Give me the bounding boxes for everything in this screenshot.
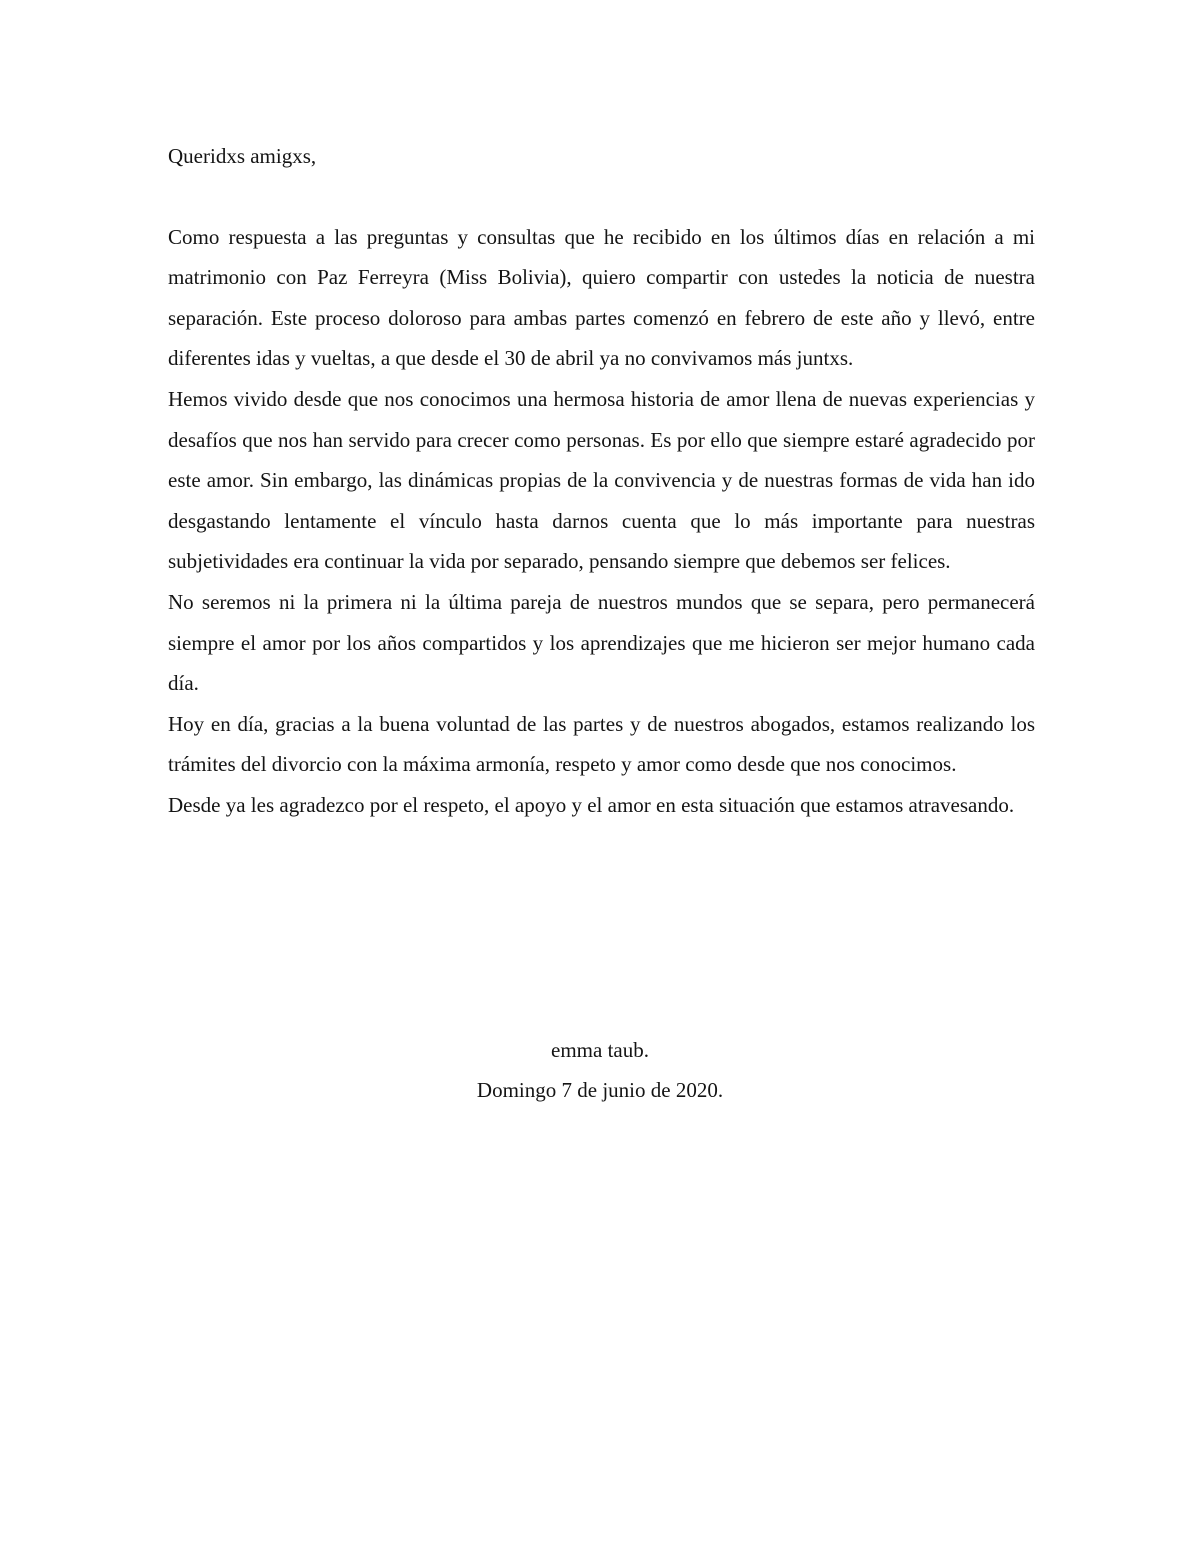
paragraph-shared-years: No seremos ni la primera ni la última pareja de nuestros mundos que se separa, pero permanecerá siempre el amor por los años compartidos y los aprendizajes que me hicieron ser mejor humano cada día. xyxy=(168,589,1035,696)
paragraph-separation-news: Como respuesta a las preguntas y consultas que he recibido en los últimos días en relación a mi matrimonio con Paz Ferreyra (Miss Bolivia), quiero compartir con ustedes la noticia de nuestra separación. Este proceso doloroso para ambas partes comenzó en febrero de este año y llevó, entre diferentes idas y vueltas, a que desde el 30 de abril ya no convivamos más juntxs. xyxy=(168,224,1035,371)
paragraph-thanks: Desde ya les agradezco por el respeto, el apoyo y el amor en esta situación que estamos atravesando. xyxy=(168,792,1015,817)
signature: emma taub. xyxy=(551,1038,649,1062)
letter-date: Domingo 7 de junio de 2020. xyxy=(476,1078,724,1102)
letter-greeting: Queridxs amigxs, xyxy=(168,144,317,168)
letter-closing xyxy=(0,1030,1200,1110)
paragraph-love-story: Hemos vivido desde que nos conocimos una hermosa historia de amor llena de nuevas experiencias y desafíos que nos han servido para crecer como personas. Es por ello que siempre estaré agradecido por este amor. Sin embargo, las dinámicas propias de la convivencia y de nuestras formas de vida han ido desgastando lentamente el vínculo hasta darnos cuenta que lo más importante para nuestras subjetividades era continuar la vida por separado, pensando siempre que debemos ser felices. xyxy=(168,386,1035,574)
letter-body xyxy=(168,136,1035,826)
paragraph-divorce-process: Hoy en día, gracias a la buena voluntad de las partes y de nuestros abogados, estamos realizando los trámites del divorcio con la máxima armonía, respeto y amor como desde que nos conocimos. xyxy=(168,711,1035,777)
